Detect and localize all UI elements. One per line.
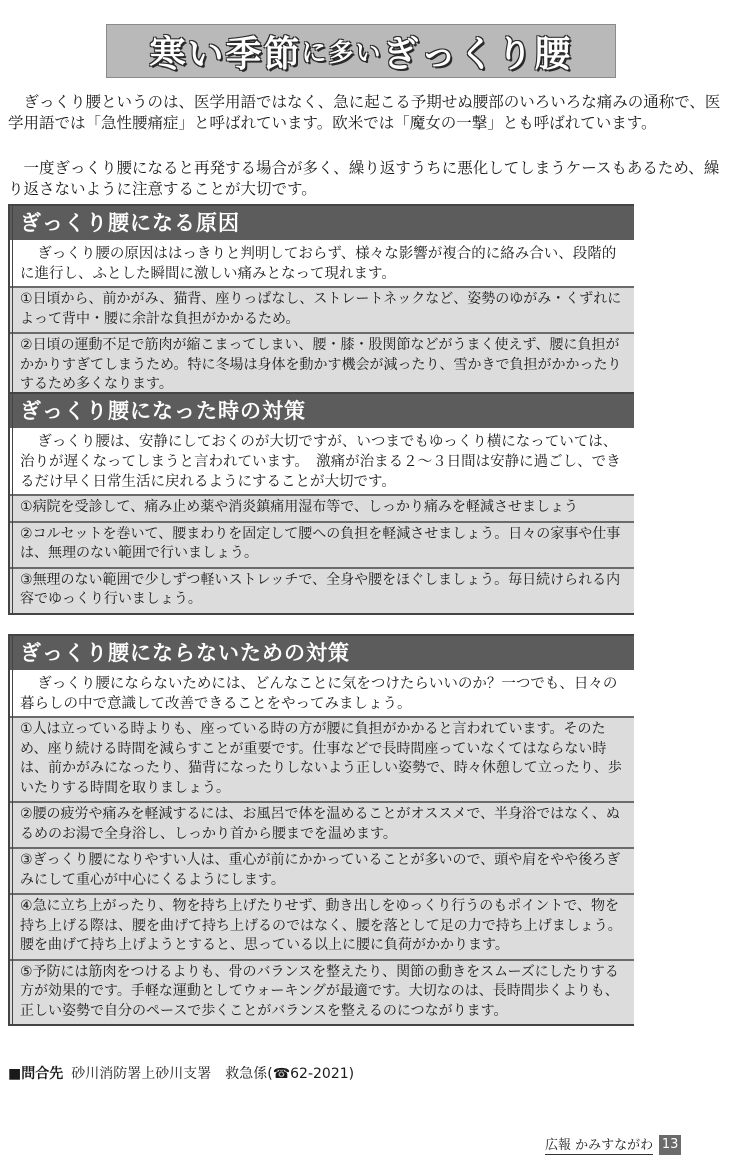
list-item [10,959,634,1025]
item-text: 無理のない範囲で少しずつ軽いストレッチで、全身や腰をほぐしましょう。毎日続けられる内容でゆっくり行いましょう。 [20,571,621,607]
section-lead: ぎっくり腰は、安静にしておくのが大切ですが、いつまでもゆっくり横になっていては、治りが遅くなってしまうと言われています。 激痛が治まる２～３日間は安静に過ごし、できるだけ早く日常生活に戻れるようにすることが大切です。 [20,434,621,490]
item-text: 腰の疲労や痛みを軽減するには、お風呂で体を温めることがオススメで、半身浴ではなく、ぬるめのお湯で全身浴し、しっかり首から腰までを温めます。 [20,806,620,842]
item-number: ① [20,721,33,737]
item-text: 日頃から、前かがみ、猫背、座りっぱなし、ストレートネックなど、姿勢のゆがみ・くずれによって背中・腰に余計な負担がかかるため。 [20,291,622,327]
contact-info [8,1063,354,1083]
list-item [10,716,634,801]
contact-text: 砂川消防署上砂川支署 救急係(☎62-2021) [71,1066,355,1082]
list-item [10,521,634,567]
list-item [10,494,634,521]
title-part2: に多い [301,38,383,67]
contact-label: ■問合先 [8,1066,64,1082]
item-text: 病院を受診して、痛み止め薬や消炎鎮痛用湿布等で、しっかり痛みを軽減させましょう [32,499,579,515]
item-text: 予防には筋肉をつけるよりも、骨のバランスを整えたり、関節の動きをスムーズにしたりする方が効果的です。手軽な運動としてウォーキングが最適です。大切なのは、長時間歩くよりも、正しい姿勢で自分のペースで歩くことがバランスを整えるのにつながります。 [20,963,619,1019]
section-when-injured [8,392,634,615]
item-text: 日頃の運動不足で筋肉が縮こまってしまい、腰・膝・股関節などがうまく使えず、腰に負担がかかりすぎてしまうため。特に冬場は身体を動かす機会が減ったり、雪かきで負担がかかったりするため多くなります。 [20,337,622,392]
item-number: ② [20,525,33,542]
section-header: ぎっくり腰になる原因 [10,206,634,240]
title-part1: 寒い季節 [149,33,302,75]
section-lead: ぎっくり腰にならないためには、どんなことに気をつけたらいいのか？一つでも、日々の暮らしの中で意識して改善できることをやってみましょう。 [20,676,618,712]
section-causes [8,204,634,400]
section-prevention [8,634,634,1026]
intro-paragraph-2: 一度ぎっくり腰になると再発する場合が多く、繰り返すうちに悪化してしまうケースもあるため、繰り返さないように注意することが大切です。 [8,159,720,198]
section-header: ぎっくり腰にならないための対策 [10,636,634,670]
page-footer [545,1134,681,1155]
item-text: 人は立っている時よりも、座っている時の方が腰に負担がかかると言われています。そのため、座り続ける時間を減らすことが重要です。仕事などで長時間座っていなくてはならない時は、前かがみになったり、猫背になったりしないよう正しい姿勢で、時々休憩して立ったり、歩いたりする時間を取りましょう。 [20,721,622,796]
item-number: ② [20,337,33,353]
item-number: ① [20,499,33,515]
page-number: 13 [659,1135,681,1155]
item-number: ① [20,291,33,307]
section-header: ぎっくり腰になった時の対策 [10,394,634,428]
list-item [10,332,634,398]
item-number: ② [20,806,33,822]
list-item [10,567,634,613]
list-item [10,893,634,959]
publication-name: 広報 かみすながわ [545,1134,653,1155]
page-title [106,24,616,78]
item-text: ぎっくり腰になりやすい人は、重心が前にかかっていることが多いので、頭や肩をやや後ろぎみにして重心が中心にくるようにします。 [20,852,621,888]
item-number: ④ [20,898,33,914]
item-text: コルセットを巻いて、腰まわりを固定して腰への負担を軽減させましょう。日々の家事や仕事は、無理のない範囲で行いましょう。 [20,525,621,561]
item-text: 急に立ち上がったり、物を持ち上げたりせず、動き出しをゆっくり行うのもポイントで、物を持ち上げる際は、腰を曲げて持ち上げるのではなく、腰を落として足の力で持ち上げましょう。腰を曲げて持ち上げようとすると、思っている以上に腰に負荷がかかります。 [20,898,622,953]
title-part3: ぎっくり腰 [382,33,573,75]
item-number: ⑤ [20,963,33,980]
item-number: ③ [20,852,33,868]
item-number: ③ [20,571,33,588]
intro-paragraph-1: ぎっくり腰というのは、医学用語ではなく、急に起こる予期せぬ腰部のいろいろな痛みの通称で、医学用語では「急性腰痛症」と呼ばれています。欧米では「魔女の一撃」とも呼ばれています。 [8,93,721,132]
list-item [10,847,634,893]
list-item [10,801,634,847]
section-lead: ぎっくり腰の原因ははっきりと判明しておらず、様々な影響が複合的に絡み合い、段階的に進行し、ふとした瞬間に激しい痛みとなって現れます。 [20,246,617,282]
list-item [10,286,634,332]
